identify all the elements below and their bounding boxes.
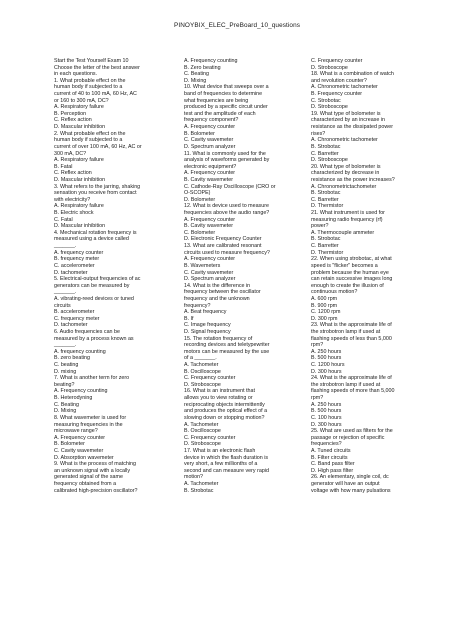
text-line: A. vibrating-reed devices or tuned	[54, 295, 134, 302]
text-line: C. Cavity wavemeter	[184, 269, 234, 276]
text-line: D. Mascular inhibition	[54, 223, 106, 230]
text-line: B. Fatal	[54, 163, 73, 170]
text-line: _______.	[54, 289, 77, 296]
text-line: generated signal of the same	[54, 474, 123, 481]
text-line: Start the Test Yourself Exam 10	[54, 58, 129, 64]
text-line: very short, a few millionths of a	[184, 461, 258, 468]
text-line: frequency component?	[184, 117, 239, 124]
text-line: C. Barretter	[311, 196, 339, 203]
text-line: rpm?	[311, 342, 324, 349]
text-line: C. Cavity wavemeter	[184, 137, 234, 144]
text-line: B. Oscilloscope	[184, 428, 221, 435]
text-line: D. Mascular inhibition	[54, 124, 106, 131]
text-line: C. 1200 hours	[311, 362, 345, 369]
text-line: C. Barretter	[311, 243, 339, 250]
text-line: measured using a device called	[54, 236, 129, 243]
text-line: 13. What are calibrated resonant	[184, 243, 262, 250]
text-line: speed is "flicker" becomes a	[311, 262, 378, 269]
text-line: and produces the optical effect of a	[184, 408, 268, 415]
text-line: 26. An elementary, single coil, dc	[311, 474, 389, 481]
text-line: 4. Mechanical rotation frequency is	[54, 229, 137, 236]
text-line: D. Thermistor	[311, 203, 344, 210]
text-line: generator will have an output	[311, 481, 380, 487]
text-line: D. Stroboscope	[311, 64, 348, 71]
text-line: problem because the human eye	[311, 269, 389, 276]
text-line: characterized by decrease in	[311, 170, 380, 177]
text-line: 8. What wavemeter is used for	[54, 414, 127, 421]
text-line: can retain successive images long	[311, 276, 393, 283]
text-line: A. 250 hours	[311, 401, 342, 408]
text-line: A. Tachometer	[184, 481, 219, 487]
text-line: C. accelerometer	[54, 262, 95, 269]
text-line: B. Electric shock	[54, 210, 94, 217]
text-line: microwave range?	[54, 428, 98, 435]
text-line: voltage with how many pulsations	[311, 487, 391, 494]
text-line: B. Perception	[54, 110, 87, 117]
text-line: an unknown signal with a locally	[54, 467, 131, 474]
text-line: A. 250 hours	[311, 348, 342, 355]
text-line: C. Bolometer	[184, 229, 216, 236]
text-line: A. Thermocouple ammeter	[311, 229, 375, 236]
text-line: test and the amplitude of each	[184, 110, 256, 117]
text-line: A. Chronometrictachometer	[311, 183, 377, 190]
text-line: in each questions.	[54, 71, 98, 78]
text-line: reciprocating objects intermittently	[184, 401, 265, 408]
text-line: D. Stroboscope	[184, 441, 221, 448]
text-line: 18. What is a combination of watch	[311, 71, 394, 78]
text-line: enough to create the illusion of	[311, 282, 384, 289]
text-line: flashing speeds of more than 5,000	[311, 388, 395, 395]
text-line: A. Frequency counter	[184, 170, 236, 177]
text-line: D. mixing	[54, 368, 77, 375]
text-line: 14. What is the difference in	[184, 282, 251, 289]
text-line: B. Strobotac	[311, 236, 341, 243]
text-line: A. frequency counting	[54, 348, 106, 355]
text-line: A. Tuned circuits	[311, 447, 351, 454]
text-line: B. Bolometer	[54, 441, 85, 448]
text-line: C. Frequency counter	[311, 58, 363, 64]
text-line: 19. What type of bolometer is	[311, 110, 381, 117]
text-line: characterized by an increase in	[311, 117, 385, 124]
text-line: flashing speeds of less than 5,000	[311, 335, 392, 342]
text-line: A. Frequency counting	[54, 388, 108, 395]
text-line: or 160 to 300 mA, DC?	[54, 97, 109, 104]
text-line: C. Beating	[184, 71, 209, 78]
text-line: 20. What type of bolometer is	[311, 163, 381, 170]
text-line: beating?	[54, 381, 75, 388]
text-line: C. Beating	[54, 401, 79, 408]
text-line: 10. What device that sweeps over a	[184, 84, 269, 91]
text-line: current of over 100 mA, 60 Hz, AC or	[54, 143, 142, 150]
text-line: resistance as the dissipated power	[311, 124, 393, 131]
text-line: B. Filter circuits	[311, 454, 348, 461]
text-line: B. Strobotac	[311, 143, 341, 150]
document-title: PINOYBIX_ELEC_PreBoard_10_questions	[173, 22, 301, 29]
text-line: A. Frequency counter	[54, 434, 106, 441]
text-line: C. Cavity wavemeter	[54, 447, 104, 454]
text-line: 24. What is the approximate life of	[311, 375, 392, 382]
text-line: A. Beat frequency	[184, 309, 227, 316]
text-line: _______.	[54, 342, 77, 349]
text-line: A. Respiratory failure	[54, 157, 104, 164]
text-column-3	[311, 58, 435, 494]
text-line: the strobotron lamp if used at	[311, 381, 381, 388]
text-line: 21. What instrument is used for	[311, 210, 385, 217]
text-line: and revolution counter?	[311, 77, 367, 84]
text-line: 22. When using strobotac, at what	[311, 256, 392, 263]
text-line: A. Tachometer	[184, 362, 219, 369]
text-line: 2. What probable effect on the	[54, 130, 126, 137]
text-line: D. 300 rpm	[311, 315, 338, 322]
text-line: D. Mascular inhibition	[54, 176, 106, 183]
text-line: motion?	[184, 474, 204, 481]
text-line: B. 500 hours	[311, 355, 342, 362]
text-line: D. Mixing	[54, 408, 77, 415]
text-line: frequencies?	[311, 441, 342, 448]
text-line: 7. What is another term for zero	[54, 375, 130, 382]
text-line: Choose the letter of the best answer	[54, 64, 140, 71]
text-line: B. Cavity wavemeter	[184, 176, 233, 183]
text-line: 17. What is an electronic flash	[184, 447, 256, 454]
text-line: C. 1200 rpm	[311, 309, 341, 316]
text-line: A. Tachometer	[184, 421, 219, 428]
text-line: C. frequency meter	[54, 315, 100, 322]
text-line: C. Frequency counter	[184, 434, 236, 441]
text-line: passage or rejection of specific	[311, 434, 385, 441]
text-line: of a _______.	[184, 355, 217, 362]
text-line: C. Band pass filter	[311, 461, 355, 468]
text-line: generators can be measured by	[54, 282, 130, 289]
text-line: B. Bolometer	[184, 130, 215, 137]
text-line: electronic equipment?	[184, 163, 237, 170]
text-line: power?	[311, 223, 329, 230]
text-line: A. 600 rpm	[311, 295, 338, 302]
text-line: continuous motion?	[311, 289, 358, 296]
text-line: recording devices and teletypewriter	[184, 342, 270, 349]
text-line: D. Mixing	[184, 77, 207, 84]
text-line: D. Spectrum analyzer	[184, 276, 236, 283]
text-line: analysis of waveforms generated by	[184, 157, 270, 164]
text-line: B. Oscilloscope	[184, 368, 221, 375]
text-line: circuits	[54, 302, 71, 309]
text-line: D. 300 hours	[311, 421, 342, 428]
text-line: circuits used to measure frequency?	[184, 249, 270, 256]
text-line: measured by a process known as	[54, 335, 134, 342]
text-line: B. zero beating	[54, 355, 90, 362]
text-line: D. 300 hours	[311, 368, 342, 375]
text-line: 16. What is an instrument that	[184, 388, 255, 395]
text-line: C. 100 hours	[311, 414, 342, 421]
text-line: rpm?	[311, 395, 324, 402]
text-line: D. tachometer	[54, 322, 88, 329]
text-line: what frequencies are being	[184, 97, 249, 104]
text-line: D. Electronic Frequency Counter	[184, 236, 262, 243]
text-line: rises?	[311, 130, 326, 137]
text-line: B. 900 rpm	[311, 302, 338, 309]
text-line: second and can measure very rapid	[184, 467, 269, 474]
text-line: A. Frequency counter	[184, 216, 236, 223]
text-column-1	[54, 58, 178, 494]
text-line: with electricity?	[54, 196, 91, 203]
text-line: A. frequency counter	[54, 249, 104, 256]
text-line: A. Respiratory failure	[54, 203, 104, 210]
text-column-2	[184, 58, 308, 494]
text-line: B. Heterodyning	[54, 395, 93, 402]
text-line: C. Reflex action	[54, 117, 92, 124]
text-line: D. High pass filter	[311, 467, 354, 474]
text-line: current of 40 to 100 mA, 60 Hz, AC	[54, 91, 137, 98]
text-line: resistance as the power increases?	[311, 176, 395, 183]
text-line: A. Frequency counter	[184, 124, 236, 131]
text-line: D. Absorption wavemeter	[54, 454, 114, 461]
text-line: 12. What is device used to measure	[184, 203, 269, 210]
text-line: frequency and the unknown	[184, 295, 250, 302]
text-line: the strobotron lamp if used at	[311, 328, 381, 335]
text-line: allows you to view rotating or	[184, 395, 253, 402]
text-line: 6. Audio frequencies can be	[54, 328, 120, 335]
text-line: measuring frequencies in the	[54, 421, 123, 428]
text-line: D. Stroboscope	[184, 381, 221, 388]
text-line: 11. What is commonly used for the	[184, 150, 266, 157]
text-line: D. Signal frequency	[184, 328, 231, 335]
text-line: _______.	[54, 243, 77, 250]
text-line: 15. The rotation frequency of	[184, 335, 253, 342]
text-line: human body if subjected to a	[54, 137, 123, 144]
text-line: C. Frequency counter	[184, 375, 236, 382]
text-line: A. Chronometric tachometer	[311, 84, 378, 91]
text-line: C. Strobotac	[311, 97, 341, 104]
text-line: frequency?	[184, 302, 211, 309]
text-line: B. 500 hours	[311, 408, 342, 415]
text-line: 25. What are used as filters for the	[311, 428, 393, 435]
text-line: device in which the flash duration is	[184, 454, 269, 461]
text-line: band of frequencies to determine	[184, 91, 263, 98]
text-line: measuring radio frequency (rf)	[311, 216, 383, 223]
text-line: motors can be measured by the use	[184, 348, 270, 355]
text-line: A. Chronometric tachometer	[311, 137, 378, 144]
text-line: 23. What is the approximate life of	[311, 322, 392, 329]
text-line: B. accelerometer	[54, 309, 95, 316]
text-line: B. Wavemeters	[184, 262, 221, 269]
text-line: C. Cathode-Ray Oscilloscope (CRO or	[184, 183, 276, 190]
text-line: C. Fatal	[54, 216, 73, 223]
text-line: B. Frequency counter	[311, 91, 363, 98]
text-line: B. Strobotac	[311, 190, 341, 197]
text-line: A. Respiratory failure	[54, 104, 104, 111]
text-line: 9. What is the process of matching	[54, 461, 136, 468]
text-line: calibrated high-precision oscillator?	[54, 487, 138, 494]
text-line: sensation you receive from contact	[54, 190, 137, 197]
text-line: 3. What refers to the jarring, shaking	[54, 183, 141, 190]
text-line: 5. Electrical-output frequencies of ac	[54, 276, 141, 283]
text-line: B. If	[184, 315, 194, 322]
text-line: D. Stroboscope	[311, 104, 348, 111]
text-line: human body if subjected to a	[54, 84, 123, 91]
text-line: D. Bolometer	[184, 196, 216, 203]
text-line: D. Stroboscope	[311, 157, 348, 164]
text-line: A. Frequency counter	[184, 256, 236, 263]
text-line: D. Thermistor	[311, 249, 344, 256]
text-line: frequency obtained from a	[54, 481, 117, 487]
text-line: A. Frequency counting	[184, 58, 238, 64]
text-line: D. Spectrum analyzer	[184, 143, 236, 150]
text-line: B. Zero beating	[184, 64, 221, 71]
text-line: frequency between the oscillator	[184, 289, 261, 296]
text-line: C. Image frequency	[184, 322, 231, 329]
text-line: 1. What probable effect on the	[54, 77, 126, 84]
text-line: C. Barretter	[311, 150, 339, 157]
text-line: B. Cavity wavemeter	[184, 223, 233, 230]
text-line: frequencies above the audio range?	[184, 210, 270, 217]
text-line: C. beating	[54, 362, 79, 369]
text-line: slowing down or stopping motion?	[184, 414, 265, 421]
text-line: D. tachometer	[54, 269, 88, 276]
text-line: C. Reflex action	[54, 170, 92, 177]
text-line: 300 mA, DC?	[54, 150, 87, 157]
text-line: B. Strobotac	[184, 487, 214, 494]
text-line: O-SCOPE)	[184, 190, 211, 197]
text-line: B. frequency meter	[54, 256, 100, 263]
text-line: produced by a specific circuit under	[184, 104, 268, 111]
